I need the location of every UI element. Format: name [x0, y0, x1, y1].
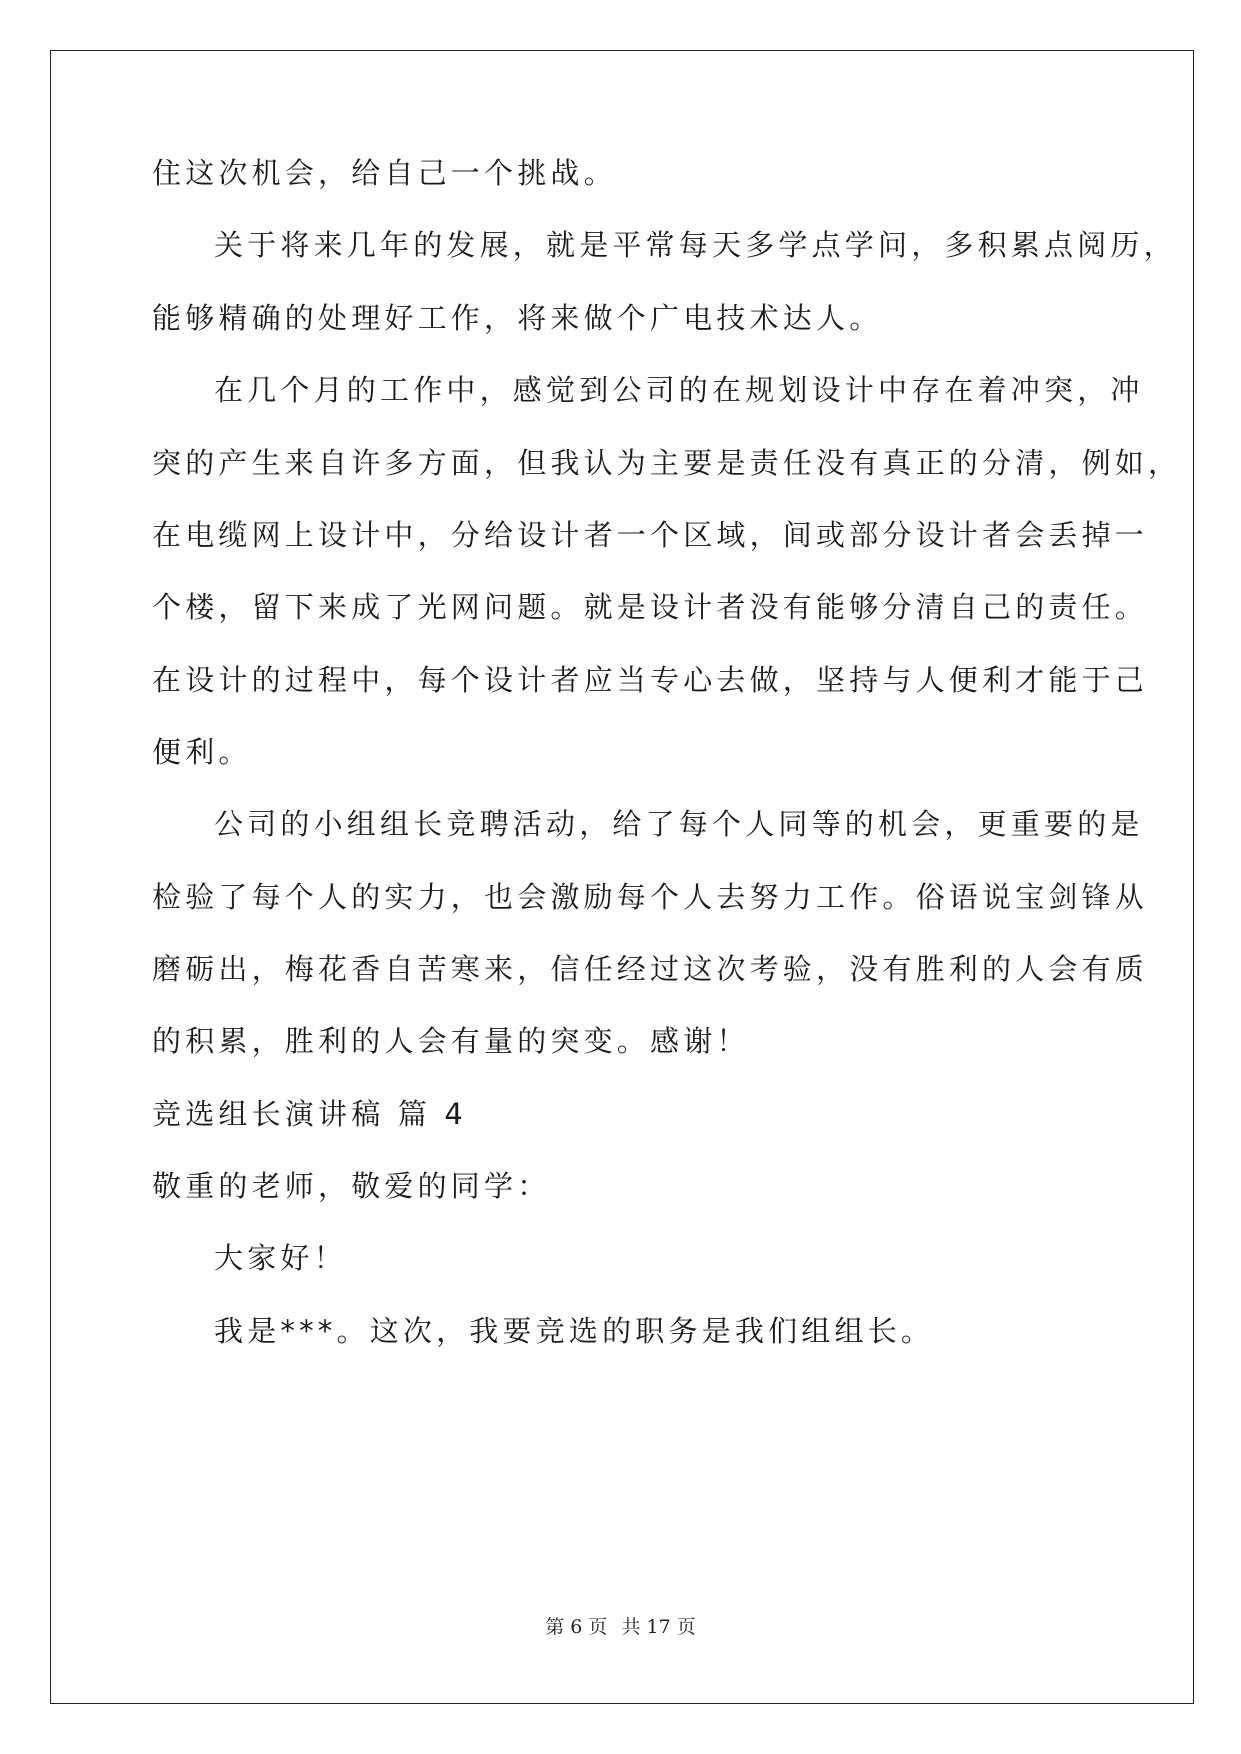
text-line: 突的产生来自许多方面，但我认为主要是责任没有真正的分清，例如， [152, 446, 1182, 480]
text-line: 公司的小组组长竞聘活动，给了每个人同等的机会，更重要的是 [214, 807, 1144, 841]
salutation: 敬重的老师，敬爱的同学： [152, 1169, 551, 1203]
page-total: 共 17 页 [621, 1616, 696, 1638]
text-line: 在设计的过程中，每个设计者应当专心去做，坚持与人便利才能于己 [152, 663, 1149, 697]
text-line: 我是***。这次，我要竞选的职务是我们组组长。 [214, 1314, 935, 1348]
text-line: 住这次机会，给自己一个挑战。 [152, 156, 617, 190]
text-line: 在几个月的工作中，感觉到公司的在规划设计中存在着冲突，冲 [214, 373, 1144, 407]
page-number: 第 6 页 [545, 1616, 608, 1638]
page-footer [0, 1612, 1241, 1639]
text-line: 个楼，留下来成了光网问题。就是设计者没有能够分清自己的责任。 [152, 590, 1149, 624]
text-line: 便利。 [152, 735, 252, 769]
text-line: 磨砺出，梅花香自苦寒来，信任经过这次考验，没有胜利的人会有质 [152, 952, 1149, 986]
text-line: 关于将来几年的发展，就是平常每天多学点学问，多积累点阅历， [214, 228, 1177, 262]
section-heading: 竞选组长演讲稿 篇 4 [152, 1097, 468, 1131]
text-line: 的积累，胜利的人会有量的突变。感谢！ [152, 1024, 750, 1058]
text-line: 在电缆网上设计中，分给设计者一个区域，间或部分设计者会丢掉一 [152, 518, 1149, 552]
text-line: 能够精确的处理好工作，将来做个广电技术达人。 [152, 301, 883, 335]
text-line: 检验了每个人的实力，也会激励每个人去努力工作。俗语说宝剑锋从 [152, 880, 1149, 914]
greeting: 大家好！ [214, 1241, 347, 1275]
